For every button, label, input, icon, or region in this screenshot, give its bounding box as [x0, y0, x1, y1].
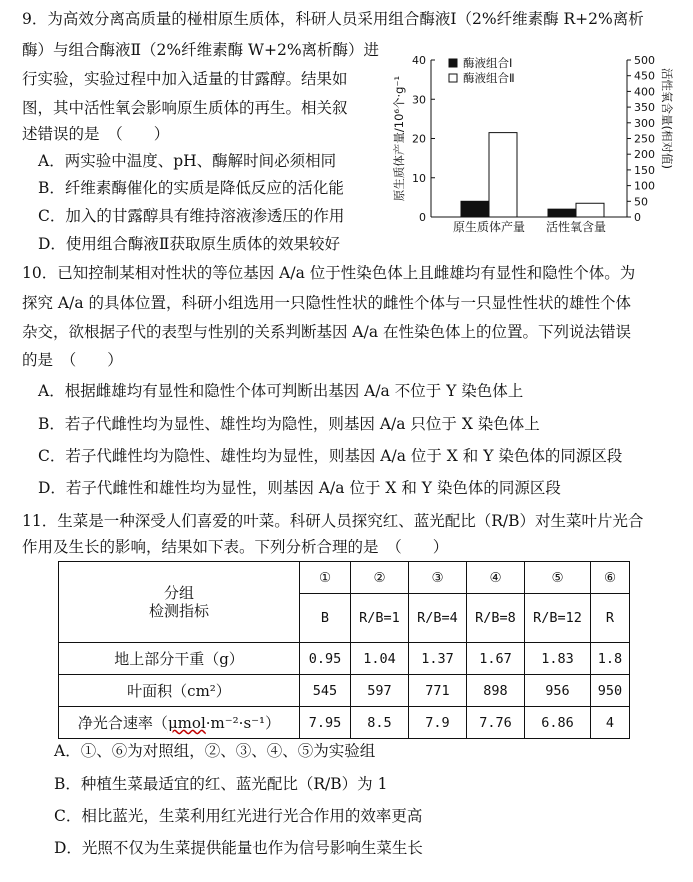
- right-tick-label: 500: [634, 54, 655, 67]
- group-name-cell: R/B=1: [351, 594, 409, 643]
- right-tick-label: 100: [634, 179, 655, 193]
- q10-line-2: 探究 A/a 的具体位置，科研小组选用一只隐性性状的雌性个体与一只显性性状的雄性个体: [22, 294, 632, 312]
- q10-option-a: A．根据雌雄均有显性和隐性个体可判断出基因 A/a 不位于 Y 染色体上: [38, 382, 524, 400]
- table-cell: 950: [591, 675, 630, 707]
- group-number-cell: ⑤: [525, 562, 591, 594]
- row-label-unit: μmol: [167, 714, 206, 732]
- row-label: 叶面积（cm²）: [59, 675, 300, 707]
- legend-label: 酶液组合Ⅱ: [463, 71, 515, 85]
- table-cell: 771: [409, 675, 467, 707]
- category-label: 活性氧含量: [545, 220, 607, 234]
- group-name-cell: R/B=12: [525, 594, 591, 643]
- table-cell: 545: [300, 675, 351, 707]
- table-cell: 956: [525, 675, 591, 707]
- category-label: 原生质体产量: [452, 220, 526, 234]
- group-name-cell: R/B=4: [409, 594, 467, 643]
- legend-swatch: [449, 74, 457, 82]
- table-cell: 1.04: [351, 643, 409, 675]
- table-cell: 7.9: [409, 707, 467, 739]
- q9-option-b: B．纤维素酶催化的实质是降低反应的活化能: [38, 179, 344, 197]
- q9-option-a: A．两实验中温度、pH、酶解时间必须相同: [38, 152, 337, 170]
- right-tick-label: 250: [634, 132, 655, 146]
- corner-label-indicator: 检测指标: [148, 602, 209, 620]
- right-tick-label: 200: [634, 148, 655, 162]
- q11-option-c: C．相比蓝光，生菜利用红光进行光合作用的效率更高: [54, 807, 423, 825]
- row-label: 地上部分干重（g）: [59, 643, 300, 675]
- table-cell: 1.37: [409, 643, 467, 675]
- q9-line-5: 述错误的是 （ ）: [22, 125, 170, 143]
- left-tick-label: 30: [412, 93, 426, 107]
- q11-option-a: A．①、⑥为对照组，②、③、④、⑤为实验组: [54, 742, 376, 760]
- left-tick-label: 40: [412, 54, 426, 67]
- bar-chart: [392, 50, 690, 240]
- row-label-prefix: 净光合速率（: [77, 714, 168, 732]
- legend-label: 酶液组合Ⅰ: [463, 56, 513, 70]
- q9-line-4: 图，其中活性氧会影响原生质体的再生。相关叙: [22, 99, 348, 117]
- right-axis-label: 活性氧含量(相对值): [660, 68, 674, 169]
- table-cell: 1.8: [591, 643, 630, 675]
- table-row: [59, 643, 630, 675]
- legend-swatch: [449, 59, 457, 67]
- table-cell: 1.67: [467, 643, 525, 675]
- q11-line-1: 11．生菜是一种深受人们喜爱的叶菜。科研人员探究红、蓝光配比（R/B）对生菜叶片光合: [22, 512, 644, 530]
- group-name-cell: R/B=8: [467, 594, 525, 643]
- q11-option-d: D．光照不仅为生菜提供能量也作为信号影响生菜生长: [54, 839, 423, 857]
- bar: [576, 203, 604, 217]
- q10-option-c: C．若子代雌性均为隐性、雄性均为显性，则基因 A/a 位于 X 和 Y 染色体的同源区段: [38, 447, 623, 465]
- table-cell: 7.95: [300, 707, 351, 739]
- table-cell: 597: [351, 675, 409, 707]
- table-cell: 7.76: [467, 707, 525, 739]
- q9-option-c: C．加入的甘露醇具有维持溶液渗透压的作用: [38, 207, 345, 225]
- row-label-suffix: ·m⁻²·s⁻¹）: [205, 714, 281, 732]
- q10-line-3: 杂交，欲根据子代的表型与性别的关系判断基因 A/a 在性染色体上的位置。下列说法错误: [22, 323, 632, 341]
- group-number-cell: ③: [409, 562, 467, 594]
- left-tick-label: 10: [412, 171, 426, 185]
- right-tick-label: 450: [634, 69, 655, 83]
- left-tick-label: 20: [412, 132, 426, 146]
- right-tick-label: 350: [634, 101, 655, 115]
- q10-line-4: 的是 （ ）: [22, 351, 123, 369]
- q9-line-3: 行实验，实验过程中加入适量的甘露醇。结果如: [22, 70, 348, 88]
- q9-option-d: D．使用组合酶液Ⅱ获取原生质体的效果较好: [38, 235, 340, 253]
- q10-option-d: D．若子代雌性和雄性均为显性，则基因 A/a 位于 X 和 Y 染色体的同源区段: [38, 479, 561, 497]
- right-tick-label: 300: [634, 116, 655, 130]
- q10-option-b: B．若子代雌性均为显性、雄性均为隐性，则基因 A/a 只位于 X 染色体上: [38, 415, 540, 433]
- right-tick-label: 0: [634, 211, 641, 224]
- table-cell: 1.83: [525, 643, 591, 675]
- group-number-cell: ①: [300, 562, 351, 594]
- table-cell: 0.95: [300, 643, 351, 675]
- table-row: [59, 707, 630, 739]
- row-label: [59, 707, 300, 739]
- group-number-cell: ⑥: [591, 562, 630, 594]
- table-cell: 6.86: [525, 707, 591, 739]
- corner-label-group: 分组: [163, 584, 194, 602]
- bar: [461, 201, 489, 217]
- table-cell: 8.5: [351, 707, 409, 739]
- bar: [548, 209, 576, 217]
- results-table: [58, 561, 630, 739]
- left-axis-label: 原生质体产量/10⁶个·g⁻¹: [392, 75, 406, 202]
- q11-option-b: B．种植生菜最适宜的红、蓝光配比（R/B）为 1: [54, 775, 388, 793]
- right-tick-label: 50: [634, 195, 648, 209]
- left-tick-label: 0: [419, 211, 426, 224]
- bar-chart-svg: [392, 50, 690, 240]
- q9-line-1: 9．为高效分离高质量的椪柑原生质体，科研人员采用组合酶液Ⅰ（2%纤维素酶 R+2%离析: [22, 10, 644, 28]
- table-cell: 4: [591, 707, 630, 739]
- group-name-cell: R: [591, 594, 630, 643]
- q9-line-2: 酶）与组合酶液Ⅱ（2%纤维素酶 W+2%离析酶）进: [22, 41, 380, 59]
- table-corner-cell: [59, 562, 300, 643]
- q11-line-2: 作用及生长的影响，结果如下表。下列分析合理的是 （ ）: [22, 538, 449, 556]
- group-number-cell: ②: [351, 562, 409, 594]
- table-cell: 898: [467, 675, 525, 707]
- table-group-number-row: [59, 562, 630, 594]
- right-tick-label: 150: [634, 163, 655, 177]
- group-number-cell: ④: [467, 562, 525, 594]
- table-row: [59, 675, 630, 707]
- right-tick-label: 400: [634, 85, 655, 99]
- q10-line-1: 10．已知控制某相对性状的等位基因 A/a 位于性染色体上且雌雄均有显性和隐性个体。为: [22, 264, 636, 282]
- group-name-cell: B: [300, 594, 351, 643]
- bar: [489, 133, 517, 217]
